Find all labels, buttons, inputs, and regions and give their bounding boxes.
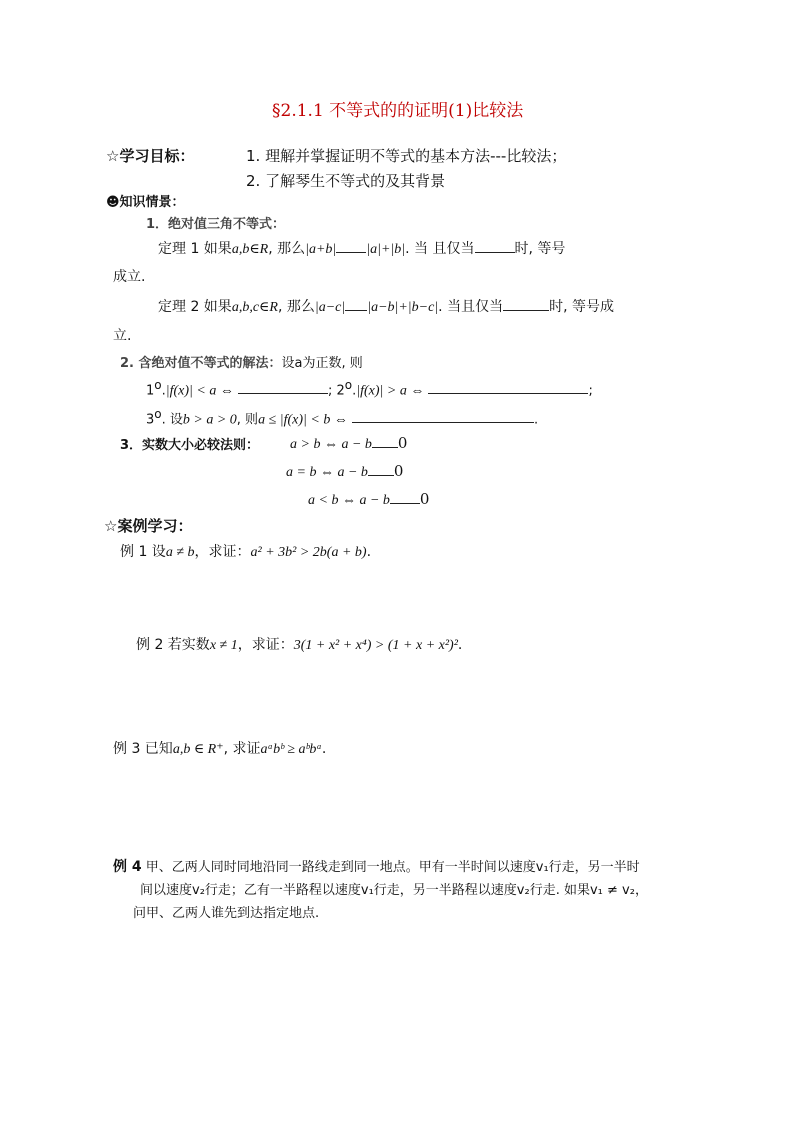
compare-rule-3 xyxy=(308,489,429,509)
example-4-line-3: 问甲、乙两人谁先到达指定地点. xyxy=(133,906,320,921)
theorem-1 xyxy=(158,238,565,258)
compare-rule-3-zero: 0 xyxy=(419,490,430,508)
abs-item-1: $1^o.|f(x)| < a$ ⇔ ; $2^o.|f(x)| > a$ ⇔ ; xyxy=(146,378,593,399)
example-3-condition: a,b ∈ R⁺ xyxy=(172,742,224,757)
theorem-1-condition: a,b∈R xyxy=(231,242,269,257)
example-1-text: 设 xyxy=(147,544,166,560)
compare-rule-3-blank[interactable] xyxy=(390,489,420,504)
example-1-label: 例 1 xyxy=(120,544,148,560)
section-1-title: 1．绝对值三角不等式： xyxy=(146,217,286,232)
example-3-text: 已知 xyxy=(140,741,173,757)
section-2-title: 2. 含绝对值不等式的解法： xyxy=(120,356,282,371)
example-1-mid: ，求证： xyxy=(194,544,251,560)
theorem-2-condition: a,b,c∈R xyxy=(231,300,278,315)
abs-item-3-condition: b > a > 0 xyxy=(182,412,237,428)
compare-rule-2-expr: a = b ⇔ a − b xyxy=(286,465,368,480)
section-2-text: 设a为正数, 则 xyxy=(281,356,363,371)
section-3-title: 3．实数大小必较法则： xyxy=(120,438,260,453)
theorem-1-wrap: 成立. xyxy=(113,269,146,285)
cases-label: ☆案例学习： xyxy=(104,517,193,535)
theorem-1-end: 时, 等号 xyxy=(514,241,566,257)
compare-rule-1-zero: 0 xyxy=(397,434,408,452)
example-2-condition: x ≠ 1 xyxy=(209,638,238,653)
abs-item-3-expr: a ≤ |f(x)| < b ⇔ xyxy=(258,412,348,428)
example-4-text-1: 甲、乙两人同时同地沿同一路线走到同一地点。甲有一半时间以速度v₁行走，另一半时 xyxy=(141,860,640,875)
theorem-2-rhs: |a−b|+|b−c| xyxy=(367,300,439,315)
example-1: 例 1 设a ≠ b，求证：a² + 3b² > 2b(a + b). xyxy=(120,544,372,560)
example-4-line-2: 间以速度v₂行走；乙有一半路程以速度v₁行走，另一半路程以速度v₂行走. 如果v₁ ≠ v₂， xyxy=(140,883,648,898)
page-title: §2.1.1 不等式的的证明(1)比较法 xyxy=(272,101,524,121)
theorem-2-suffix: . 当且仅当 xyxy=(438,299,504,315)
theorem-1-lhs: |a+b| xyxy=(305,242,337,257)
abs-item-3: 3$^o$. 设b > a > 0, 则a ≤ |f(x)| < b ⇔ . xyxy=(146,407,539,428)
compare-rule-2-blank[interactable] xyxy=(368,461,394,476)
abs-item-2-number: 2 xyxy=(336,383,345,399)
example-2-text: 若实数 xyxy=(163,637,210,653)
theorem-2 xyxy=(158,296,614,316)
example-4-line-1 xyxy=(113,856,640,876)
compare-rule-1 xyxy=(290,433,407,453)
compare-rule-2 xyxy=(286,461,403,481)
theorem-2-wrap: 立. xyxy=(113,328,132,344)
theorem-1-suffix: . 当 且仅当 xyxy=(405,241,475,257)
example-3-expression: aᵃbᵇ ≥ aᵇbᵃ xyxy=(260,742,322,757)
theorem-1-mid: , 那么 xyxy=(268,241,306,257)
theorem-2-end: 时, 等号成 xyxy=(549,299,614,315)
compare-rule-1-expr: a > b ⇔ a − b xyxy=(290,437,372,452)
abs-item-3-mid: , 则 xyxy=(236,412,259,428)
theorem-2-blank-condition[interactable] xyxy=(503,296,549,311)
goals-label: ☆学习目标： xyxy=(106,147,195,165)
example-4-label: 例 4 xyxy=(113,859,142,875)
theorem-2-blank-relation[interactable] xyxy=(345,296,367,311)
example-2-label: 例 2 xyxy=(136,637,164,653)
theorem-1-blank-relation[interactable] xyxy=(336,238,366,253)
example-3-mid: , 求证 xyxy=(223,741,261,757)
theorem-1-rhs: |a|+|b| xyxy=(366,242,406,257)
example-2-mid: ，求证： xyxy=(237,637,294,653)
theorem-1-prefix: 定理 1 如果 xyxy=(158,241,232,257)
abs-item-3-blank[interactable] xyxy=(352,408,534,423)
theorem-1-blank-condition[interactable] xyxy=(475,238,515,253)
abs-item-3-text: . 设 xyxy=(161,412,183,428)
theorem-2-mid: , 那么 xyxy=(277,299,315,315)
abs-item-2-expr: |f(x)| > a ⇔ xyxy=(356,383,425,399)
example-2: 例 2 若实数x ≠ 1，求证：3(1 + x² + x⁴) > (1 + x + x²)². xyxy=(136,637,463,653)
compare-rule-1-blank[interactable] xyxy=(372,433,398,448)
compare-rule-2-zero: 0 xyxy=(393,462,404,480)
abs-item-1-expr: |f(x)| < a ⇔ xyxy=(165,383,234,399)
goal-item-1: 1. 理解并掌握证明不等式的基本方法---比较法； xyxy=(246,147,567,165)
theorem-2-prefix: 定理 2 如果 xyxy=(158,299,232,315)
abs-item-1-blank[interactable] xyxy=(238,379,328,394)
example-1-condition: a ≠ b xyxy=(165,545,195,560)
theorem-2-lhs: |a−c| xyxy=(314,300,346,315)
example-3-label: 例 3 xyxy=(113,741,141,757)
goal-item-2: 2. 了解琴生不等式的及其背景 xyxy=(246,172,446,190)
abs-item-3-number: 3 xyxy=(146,412,155,428)
abs-item-1-number: 1 xyxy=(146,383,155,399)
example-2-expression: 3(1 + x² + x⁴) > (1 + x + x²)² xyxy=(293,638,458,653)
section-2 xyxy=(120,352,363,371)
example-1-expression: a² + 3b² > 2b(a + b) xyxy=(250,545,367,560)
knowledge-label: ☻知识情景： xyxy=(106,195,185,210)
compare-rule-3-expr: a < b ⇔ a − b xyxy=(308,493,390,508)
abs-item-2-blank[interactable] xyxy=(428,379,588,394)
example-3: 例 3 已知a,b ∈ R⁺, 求证aᵃbᵇ ≥ aᵇbᵃ. xyxy=(113,741,327,757)
